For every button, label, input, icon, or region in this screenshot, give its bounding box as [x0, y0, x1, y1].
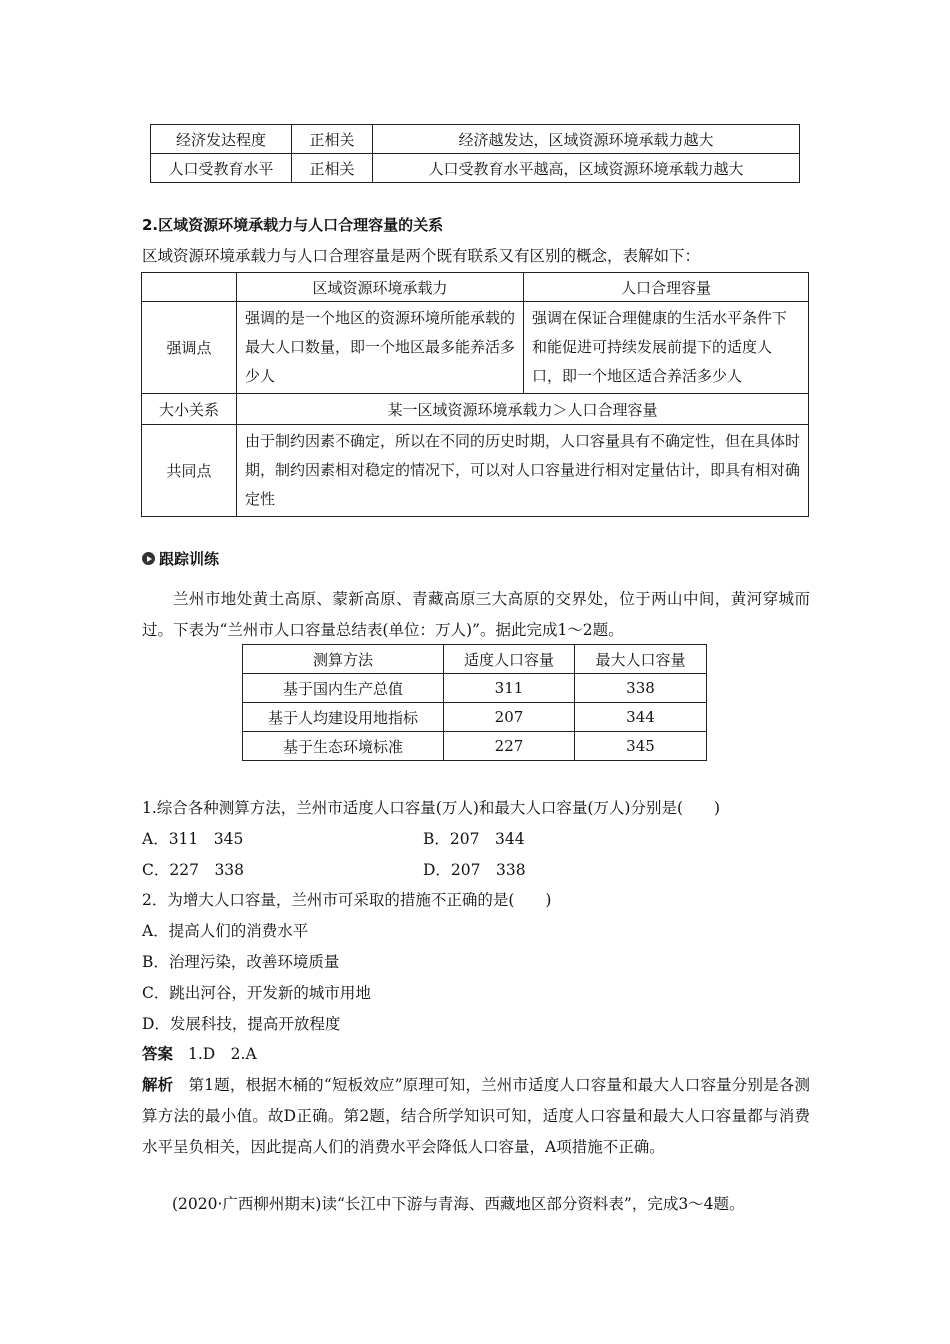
answer-text: 1.D 2.A	[187, 1045, 257, 1063]
row-label: 大小关系	[142, 394, 237, 425]
table-row	[243, 732, 707, 761]
q1-option-c: C．227 338	[142, 861, 245, 879]
table-row	[142, 394, 809, 425]
table-row	[151, 125, 800, 154]
table-cell: 经济越发达，区域资源环境承载力越大	[373, 125, 800, 154]
table-cell: 基于人均建设用地指标	[243, 703, 444, 732]
table-cell: 基于生态环境标准	[243, 732, 444, 761]
analysis-text: 第1题，根据木桶的“短板效应”原理可知，兰州市适度人口容量和最大人口容量分别是各测算方法的最小值。故D正确。第2题，结合所学知识可知，适度人口容量和最大人口容量都与消费水平呈负相关，因此提高人们的消费水平会降低人口容量，A项措施不正确。	[142, 1076, 810, 1156]
section-intro: 区域资源环境承载力与人口合理容量是两个既有联系又有区别的概念，表解如下：	[142, 247, 701, 265]
cell-text: 强调在保证合理健康的生活水平条件下和能促进可持续发展前提下的适度人口，即一个地区适合养活多少人	[532, 309, 788, 385]
table-header-row	[142, 273, 809, 302]
table-cell: 正相关	[292, 154, 373, 183]
table-cell: 207	[444, 703, 575, 732]
play-icon	[142, 552, 155, 565]
follow-title: 跟踪训练	[159, 550, 220, 568]
question-2-stem: 2．为增大人口容量，兰州市可采取的措施不正确的是( )	[142, 891, 552, 909]
factor-table	[150, 124, 800, 183]
section-title: 2.区域资源环境承载力与人口合理容量的关系	[142, 216, 444, 234]
table-cell: 人口受教育水平	[151, 154, 292, 183]
table-header-cell: 区域资源环境承载力	[237, 273, 524, 302]
table-header-cell	[142, 273, 237, 302]
table-cell: 227	[444, 732, 575, 761]
cell-text: 由于制约因素不确定，所以在不同的历史时期，人口容量具有不确定性，但在具体时期，制约因素相对稳定的情况下，可以对人口容量进行相对定量估计，即具有相对确定性	[245, 432, 801, 508]
table-row	[142, 302, 809, 394]
answer-line	[142, 1042, 257, 1064]
cell-text: 强调的是一个地区的资源环境所能承载的最大人口数量，即一个地区最多能养活多少人	[245, 309, 516, 385]
q1-option-a: A．311 345	[142, 830, 244, 848]
table-header-cell: 测算方法	[243, 645, 444, 674]
table-cell: 基于国内生产总值	[243, 674, 444, 703]
table-cell: 正相关	[292, 125, 373, 154]
table-cell: 311	[444, 674, 575, 703]
population-capacity-table	[242, 644, 707, 761]
table-cell: 344	[575, 703, 707, 732]
table-header-row	[243, 645, 707, 674]
table-header-cell: 人口合理容量	[524, 273, 809, 302]
analysis-label: 解析	[142, 1076, 174, 1094]
table-header-cell: 最大人口容量	[575, 645, 707, 674]
next-question-intro: (2020·广西柳州期末)读“长江中下游与青海、西藏地区部分资料表”，完成3～4题。	[172, 1195, 745, 1213]
question-1-stem: 1.综合各种测算方法，兰州市适度人口容量(万人)和最大人口容量(万人)分别是( )	[142, 799, 721, 817]
table-cell: 某一区域资源环境承载力＞人口合理容量	[237, 394, 809, 425]
table-row	[151, 154, 800, 183]
q1-option-d: D．207 338	[423, 861, 526, 879]
comparison-table	[141, 272, 809, 517]
q2-option-b: B．治理污染，改善环境质量	[142, 953, 340, 971]
row-label: 共同点	[142, 425, 237, 517]
q2-option-d: D．发展科技，提高开放程度	[142, 1015, 341, 1033]
table-cell	[237, 302, 524, 394]
table-header-cell: 适度人口容量	[444, 645, 575, 674]
passage: 兰州市地处黄土高原、蒙新高原、青藏高原三大高原的交界处，位于两山中间，黄河穿城而过。下表为“兰州市人口容量总结表(单位：万人)”。据此完成1～2题。	[142, 590, 810, 639]
answer-label: 答案	[142, 1045, 174, 1063]
table-cell: 338	[575, 674, 707, 703]
table-cell: 人口受教育水平越高，区域资源环境承载力越大	[373, 154, 800, 183]
follow-training-heading	[142, 548, 219, 569]
table-row	[243, 674, 707, 703]
table-row	[243, 703, 707, 732]
row-label: 强调点	[142, 302, 237, 394]
q1-option-b: B．207 344	[423, 830, 525, 848]
table-cell	[524, 302, 809, 394]
table-cell: 345	[575, 732, 707, 761]
table-row	[142, 425, 809, 517]
q2-option-a: A．提高人们的消费水平	[142, 922, 309, 940]
analysis	[142, 1070, 810, 1163]
q2-option-c: C．跳出河谷，开发新的城市用地	[142, 984, 371, 1002]
table-cell: 经济发达程度	[151, 125, 292, 154]
table-cell	[237, 425, 809, 517]
